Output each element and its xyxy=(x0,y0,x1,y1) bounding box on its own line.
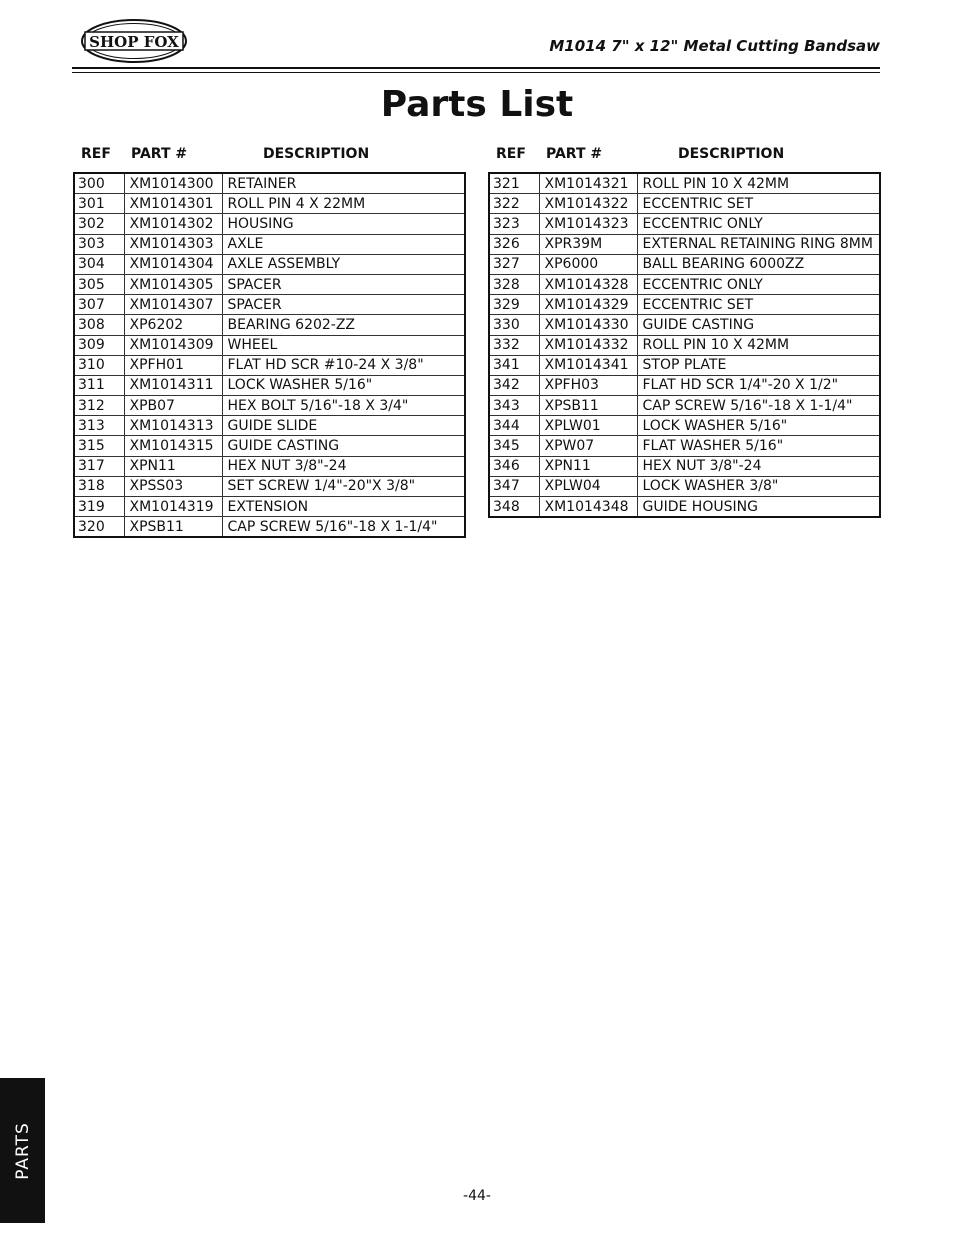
svg-text:SHOP FOX: SHOP FOX xyxy=(89,33,179,51)
ref-cell: 323 xyxy=(489,214,539,234)
ref-cell: 348 xyxy=(489,497,539,518)
description-cell: FLAT HD SCR 1/4"-20 X 1/2" xyxy=(637,375,880,395)
ref-cell: 313 xyxy=(74,416,124,436)
table-row xyxy=(74,173,465,194)
description-cell: ROLL PIN 10 X 42MM xyxy=(637,173,880,194)
ref-cell: 320 xyxy=(74,517,124,538)
ref-cell: 342 xyxy=(489,375,539,395)
ref-cell: 326 xyxy=(489,234,539,254)
description-cell: FLAT WASHER 5/16" xyxy=(637,436,880,456)
ref-cell: 307 xyxy=(74,295,124,315)
left-description-header: DESCRIPTION xyxy=(263,146,370,162)
part-number-cell: XM1014330 xyxy=(539,315,637,335)
header-rule-thin xyxy=(72,72,880,73)
part-number-cell: XM1014319 xyxy=(124,497,222,517)
table-row xyxy=(489,416,880,436)
table-row xyxy=(74,497,465,517)
ref-cell: 312 xyxy=(74,396,124,416)
ref-cell: 330 xyxy=(489,315,539,335)
description-cell: ECCENTRIC SET xyxy=(637,194,880,214)
ref-cell: 347 xyxy=(489,476,539,496)
description-cell: BALL BEARING 6000ZZ xyxy=(637,254,880,274)
table-row xyxy=(74,234,465,254)
part-number-cell: XM1014307 xyxy=(124,295,222,315)
ref-cell: 315 xyxy=(74,436,124,456)
part-number-cell: XM1014341 xyxy=(539,355,637,375)
ref-cell: 329 xyxy=(489,295,539,315)
description-cell: CAP SCREW 5/16"-18 X 1-1/4" xyxy=(222,517,465,538)
table-row xyxy=(74,274,465,294)
part-number-cell: XM1014328 xyxy=(539,274,637,294)
part-number-cell: XPFH03 xyxy=(539,375,637,395)
table-row xyxy=(74,436,465,456)
description-cell: LOCK WASHER 5/16" xyxy=(222,375,465,395)
part-number-cell: XP6202 xyxy=(124,315,222,335)
right-part-header: PART # xyxy=(546,146,603,162)
ref-cell: 301 xyxy=(74,194,124,214)
ref-cell: 300 xyxy=(74,173,124,194)
ref-cell: 345 xyxy=(489,436,539,456)
part-number-cell: XM1014348 xyxy=(539,497,637,518)
table-row xyxy=(489,274,880,294)
description-cell: LOCK WASHER 5/16" xyxy=(637,416,880,436)
description-cell: GUIDE SLIDE xyxy=(222,416,465,436)
part-number-cell: XPN11 xyxy=(124,456,222,476)
ref-cell: 321 xyxy=(489,173,539,194)
ref-cell: 303 xyxy=(74,234,124,254)
part-number-cell: XPSS03 xyxy=(124,476,222,496)
description-cell: BEARING 6202-ZZ xyxy=(222,315,465,335)
part-number-cell: XPR39M xyxy=(539,234,637,254)
table-row xyxy=(489,456,880,476)
table-row xyxy=(489,335,880,355)
description-cell: HOUSING xyxy=(222,214,465,234)
side-tab-label: PARTS xyxy=(12,1121,33,1180)
ref-cell: 322 xyxy=(489,194,539,214)
ref-cell: 308 xyxy=(74,315,124,335)
ref-cell: 311 xyxy=(74,375,124,395)
description-cell: EXTERNAL RETAINING RING 8MM xyxy=(637,234,880,254)
part-number-cell: XPW07 xyxy=(539,436,637,456)
description-cell: AXLE xyxy=(222,234,465,254)
table-row xyxy=(489,355,880,375)
table-row xyxy=(489,436,880,456)
description-cell: GUIDE CASTING xyxy=(222,436,465,456)
parts-table-right xyxy=(488,172,881,518)
part-number-cell: XM1014303 xyxy=(124,234,222,254)
description-cell: HEX BOLT 5/16"-18 X 3/4" xyxy=(222,396,465,416)
table-row xyxy=(74,476,465,496)
table-row xyxy=(489,295,880,315)
part-number-cell: XM1014301 xyxy=(124,194,222,214)
table-row xyxy=(489,194,880,214)
description-cell: ECCENTRIC SET xyxy=(637,295,880,315)
table-row xyxy=(489,234,880,254)
description-cell: HEX NUT 3/8"-24 xyxy=(637,456,880,476)
table-row xyxy=(74,335,465,355)
part-number-cell: XPSB11 xyxy=(124,517,222,538)
part-number-cell: XPN11 xyxy=(539,456,637,476)
description-cell: EXTENSION xyxy=(222,497,465,517)
table-row xyxy=(74,375,465,395)
description-cell: ECCENTRIC ONLY xyxy=(637,214,880,234)
part-number-cell: XM1014329 xyxy=(539,295,637,315)
description-cell: GUIDE HOUSING xyxy=(637,497,880,518)
table-row xyxy=(489,375,880,395)
ref-cell: 304 xyxy=(74,254,124,274)
description-cell: ROLL PIN 4 X 22MM xyxy=(222,194,465,214)
table-row xyxy=(74,194,465,214)
part-number-cell: XPLW04 xyxy=(539,476,637,496)
table-row xyxy=(489,476,880,496)
table-row xyxy=(74,295,465,315)
ref-cell: 332 xyxy=(489,335,539,355)
table-row xyxy=(74,315,465,335)
header-rule xyxy=(72,67,880,69)
ref-cell: 344 xyxy=(489,416,539,436)
table-row xyxy=(489,173,880,194)
part-number-cell: XM1014300 xyxy=(124,173,222,194)
part-number-cell: XPB07 xyxy=(124,396,222,416)
description-cell: WHEEL xyxy=(222,335,465,355)
part-number-cell: XM1014321 xyxy=(539,173,637,194)
description-cell: SPACER xyxy=(222,295,465,315)
part-number-cell: XM1014304 xyxy=(124,254,222,274)
description-cell: SET SCREW 1/4"-20"X 3/8" xyxy=(222,476,465,496)
table-row xyxy=(489,396,880,416)
shop-fox-logo xyxy=(80,18,188,64)
ref-cell: 343 xyxy=(489,396,539,416)
ref-cell: 302 xyxy=(74,214,124,234)
table-row xyxy=(74,456,465,476)
part-number-cell: XM1014313 xyxy=(124,416,222,436)
ref-cell: 327 xyxy=(489,254,539,274)
table-row xyxy=(74,416,465,436)
page-title: Parts List xyxy=(380,84,574,125)
description-cell: LOCK WASHER 3/8" xyxy=(637,476,880,496)
part-number-cell: XP6000 xyxy=(539,254,637,274)
part-number-cell: XM1014332 xyxy=(539,335,637,355)
description-cell: ECCENTRIC ONLY xyxy=(637,274,880,294)
description-cell: CAP SCREW 5/16"-18 X 1-1/4" xyxy=(637,396,880,416)
description-cell: STOP PLATE xyxy=(637,355,880,375)
description-cell: SPACER xyxy=(222,274,465,294)
ref-cell: 309 xyxy=(74,335,124,355)
ref-cell: 305 xyxy=(74,274,124,294)
ref-cell: 328 xyxy=(489,274,539,294)
part-number-cell: XM1014305 xyxy=(124,274,222,294)
table-row xyxy=(489,254,880,274)
part-number-cell: XPLW01 xyxy=(539,416,637,436)
part-number-cell: XM1014322 xyxy=(539,194,637,214)
right-ref-header: REF xyxy=(496,146,526,162)
description-cell: RETAINER xyxy=(222,173,465,194)
parts-table-left xyxy=(73,172,466,538)
table-row xyxy=(74,355,465,375)
ref-cell: 318 xyxy=(74,476,124,496)
table-row xyxy=(489,497,880,518)
table-row xyxy=(74,214,465,234)
left-ref-header: REF xyxy=(81,146,111,162)
part-number-cell: XM1014323 xyxy=(539,214,637,234)
table-row xyxy=(74,254,465,274)
ref-cell: 341 xyxy=(489,355,539,375)
left-part-header: PART # xyxy=(131,146,188,162)
page-number: -44- xyxy=(463,1188,491,1204)
table-row xyxy=(489,214,880,234)
ref-cell: 319 xyxy=(74,497,124,517)
ref-cell: 310 xyxy=(74,355,124,375)
part-number-cell: XM1014315 xyxy=(124,436,222,456)
description-cell: GUIDE CASTING xyxy=(637,315,880,335)
ref-cell: 346 xyxy=(489,456,539,476)
document-title: M1014 7" x 12" Metal Cutting Bandsaw xyxy=(549,37,880,55)
ref-cell: 317 xyxy=(74,456,124,476)
table-row xyxy=(74,517,465,538)
description-cell: ROLL PIN 10 X 42MM xyxy=(637,335,880,355)
table-row xyxy=(489,315,880,335)
description-cell: FLAT HD SCR #10-24 X 3/8" xyxy=(222,355,465,375)
description-cell: AXLE ASSEMBLY xyxy=(222,254,465,274)
description-cell: HEX NUT 3/8"-24 xyxy=(222,456,465,476)
part-number-cell: XM1014309 xyxy=(124,335,222,355)
part-number-cell: XPSB11 xyxy=(539,396,637,416)
right-description-header: DESCRIPTION xyxy=(678,146,785,162)
part-number-cell: XM1014311 xyxy=(124,375,222,395)
part-number-cell: XPFH01 xyxy=(124,355,222,375)
part-number-cell: XM1014302 xyxy=(124,214,222,234)
table-row xyxy=(74,396,465,416)
